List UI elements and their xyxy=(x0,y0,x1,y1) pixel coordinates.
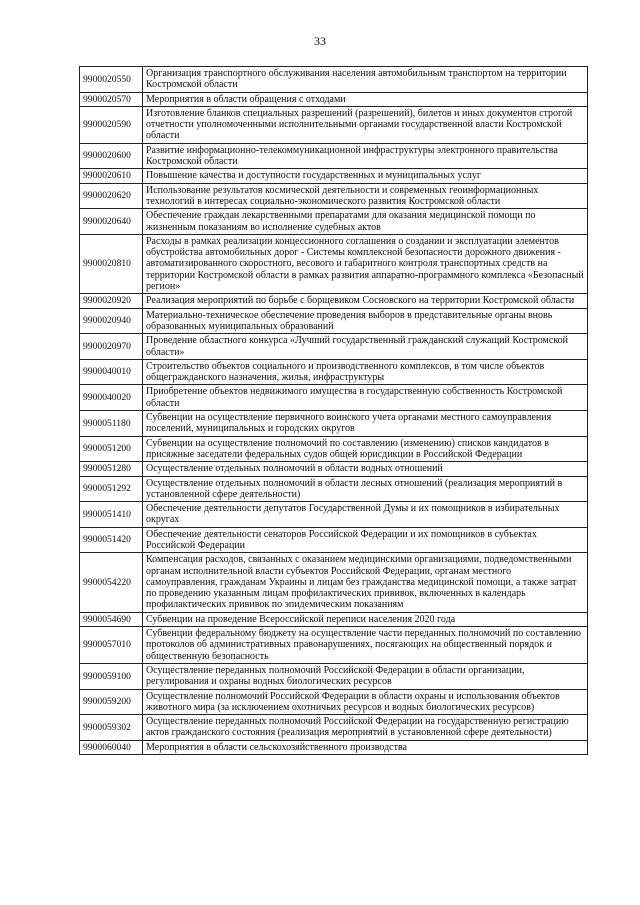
row-description: Мероприятия в области сельскохозяйственного производства xyxy=(143,740,588,754)
row-description: Субвенции на проведение Всероссийской переписи населения 2020 года xyxy=(143,612,588,626)
table-row xyxy=(80,143,588,169)
row-description: Расходы в рамках реализации концессионного соглашения о создании и эксплуатации элементов обустройства автомобильных дорог - Системы комплексной безопасности дорожного движения - автоматизированного скоростного, весового и габаритного контроля транспортных средств на территории Костромской области в рамках развития аппаратно-программного комплекса «Безопасный регион» xyxy=(143,234,588,293)
row-description: Организация транспортного обслуживания населения автомобильным транспортом на территории Костромской области xyxy=(143,67,588,93)
table-row xyxy=(80,385,588,411)
table-row xyxy=(80,359,588,385)
row-description: Осуществление отдельных полномочий в области водных отношений xyxy=(143,462,588,476)
row-code: 9900054690 xyxy=(80,612,143,626)
row-code: 9900020970 xyxy=(80,334,143,360)
row-description: Проведение областного конкурса «Лучший государственный гражданский служащий Костромской области» xyxy=(143,334,588,360)
table-row xyxy=(80,527,588,553)
page-number: 33 xyxy=(314,34,326,48)
table-row xyxy=(80,663,588,689)
row-code: 9900020620 xyxy=(80,183,143,209)
row-code: 9900059302 xyxy=(80,715,143,741)
row-description: Приобретение объектов недвижимого имущества в государственную собственность Костромской области xyxy=(143,385,588,411)
row-code: 9900060040 xyxy=(80,740,143,754)
row-description: Мероприятия в области обращения с отходами xyxy=(143,92,588,106)
row-code: 9900059100 xyxy=(80,663,143,689)
row-description: Осуществление переданных полномочий Российской Федерации на государственную регистрацию актов гражданского состояния (реализация мероприятий в установленной сфере деятельности) xyxy=(143,715,588,741)
table-row xyxy=(80,436,588,462)
row-code: 9900040010 xyxy=(80,359,143,385)
row-description: Обеспечение граждан лекарственными препаратами для оказания медицинской помощи по жизненным показаниям во исполнение судебных актов xyxy=(143,209,588,235)
row-code: 9900020570 xyxy=(80,92,143,106)
row-code: 9900020640 xyxy=(80,209,143,235)
row-code: 9900054220 xyxy=(80,553,143,612)
table-row xyxy=(80,612,588,626)
table-row xyxy=(80,106,588,143)
row-description: Строительство объектов социального и производственного комплексов, в том числе объектов общегражданского назначения, жилья, инфраструктуры xyxy=(143,359,588,385)
table-row xyxy=(80,209,588,235)
row-code: 9900051180 xyxy=(80,411,143,437)
row-code: 9900051292 xyxy=(80,476,143,502)
row-code: 9900057010 xyxy=(80,627,143,664)
row-code: 9900051410 xyxy=(80,502,143,528)
table-row xyxy=(80,92,588,106)
row-description: Субвенции на осуществление полномочий по составлению (изменению) списков кандидатов в присяжные заседатели федеральных судов общей юрисдикции в Российской Федерации xyxy=(143,436,588,462)
table-row xyxy=(80,169,588,183)
row-description: Материально-техническое обеспечение проведения выборов в представительные органы вновь образованных муниципальных образований xyxy=(143,308,588,334)
row-description: Реализация мероприятий по борьбе с борщевиком Сосновского на территории Костромской области xyxy=(143,294,588,308)
table-row xyxy=(80,689,588,715)
table-row xyxy=(80,553,588,612)
row-description: Компенсация расходов, связанных с оказанием медицинскими организациями, подведомственными органам исполнительной власти субъектов Российской Федерации, органам местного самоуправления, гражданам Украины и лицам без гражданства медицинской помощи, а также затрат по проведению указанным лицам профилактических прививок, включенных в календарь профилактических прививок по эпидемическим показаниям xyxy=(143,553,588,612)
row-code: 9900059200 xyxy=(80,689,143,715)
row-code: 9900051200 xyxy=(80,436,143,462)
row-code: 9900020940 xyxy=(80,308,143,334)
row-code: 9900020610 xyxy=(80,169,143,183)
row-code: 9900020920 xyxy=(80,294,143,308)
row-code: 9900051420 xyxy=(80,527,143,553)
row-description: Развитие информационно-телекоммуникационной инфраструктуры электронного правительства Костромской области xyxy=(143,143,588,169)
row-description: Субвенции на осуществление первичного воинского учета органами местного самоуправления поселений, муниципальных и городских округов xyxy=(143,411,588,437)
table-row xyxy=(80,411,588,437)
row-code: 9900040020 xyxy=(80,385,143,411)
row-code: 9900051280 xyxy=(80,462,143,476)
row-description: Осуществление полномочий Российской Федерации в области охраны и использования объектов животного мира (за исключением охотничьих ресурсов и водных биологических ресурсов) xyxy=(143,689,588,715)
table-row xyxy=(80,462,588,476)
table-row xyxy=(80,740,588,754)
table-row xyxy=(80,294,588,308)
table-row xyxy=(80,502,588,528)
row-code: 9900020810 xyxy=(80,234,143,293)
budget-code-table xyxy=(79,66,588,755)
row-description: Обеспечение деятельности сенаторов Российской Федерации и их помощников в субъектах Российской Федерации xyxy=(143,527,588,553)
table-row xyxy=(80,476,588,502)
row-code: 9900020600 xyxy=(80,143,143,169)
table-row xyxy=(80,715,588,741)
table-row xyxy=(80,183,588,209)
table-row xyxy=(80,627,588,664)
row-code: 9900020590 xyxy=(80,106,143,143)
row-description: Изготовление бланков специальных разрешений (разрешений), билетов и иных документов строгой отчетности уполномоченными исполнительными органами государственной власти Костромской области xyxy=(143,106,588,143)
row-description: Обеспечение деятельности депутатов Государственной Думы и их помощников в избирательных округах xyxy=(143,502,588,528)
table-row xyxy=(80,67,588,93)
table-row xyxy=(80,234,588,293)
row-description: Осуществление переданных полномочий Российской Федерации в области организации, регулирования и охраны водных биологических ресурсов xyxy=(143,663,588,689)
table-body xyxy=(80,67,588,755)
row-code: 9900020550 xyxy=(80,67,143,93)
row-description: Повышение качества и доступности государственных и муниципальных услуг xyxy=(143,169,588,183)
row-description: Осуществление отдельных полномочий в области лесных отношений (реализация мероприятий в установленной сфере деятельности) xyxy=(143,476,588,502)
row-description: Субвенции федеральному бюджету на осуществление части переданных полномочий по составлению протоколов об административных правонарушениях, посягающих на общественный порядок и общественную безопасность xyxy=(143,627,588,664)
row-description: Использование результатов космической деятельности и современных геоинформационных технологий в интересах социально-экономического развития Костромской области xyxy=(143,183,588,209)
table-row xyxy=(80,334,588,360)
table-row xyxy=(80,308,588,334)
